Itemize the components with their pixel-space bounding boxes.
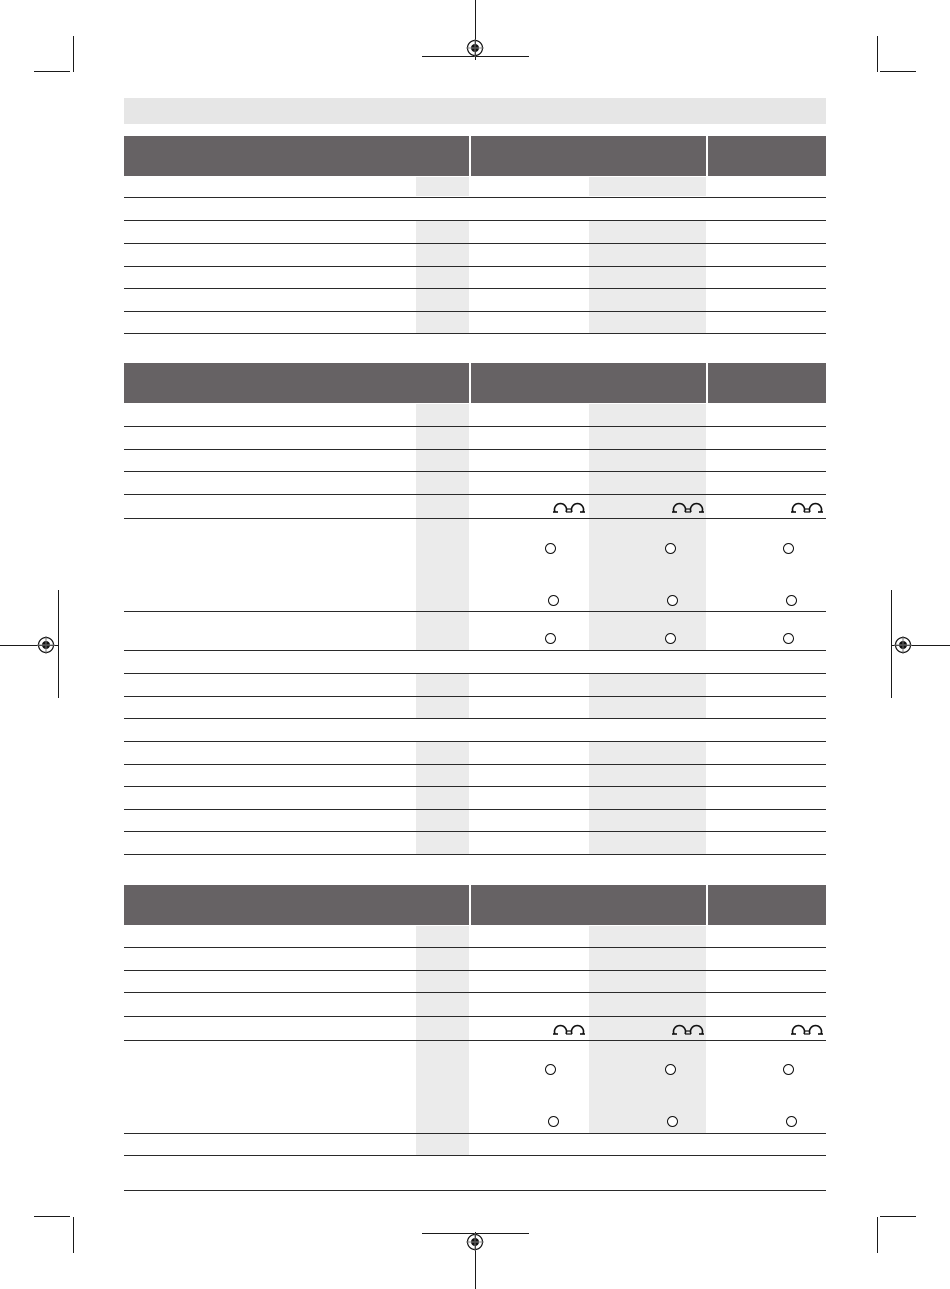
empty-circle-icon <box>667 1116 678 1127</box>
table-row <box>124 947 826 948</box>
table-row <box>124 1155 826 1156</box>
table-header-cell <box>708 363 826 403</box>
rotation-direction-icon <box>552 500 586 514</box>
table-row <box>124 494 826 495</box>
table-row <box>124 197 826 198</box>
rotation-direction-icon <box>671 1022 705 1036</box>
shaded-column <box>416 742 469 854</box>
table-row <box>124 970 826 971</box>
shaded-column <box>589 177 706 196</box>
empty-circle-icon <box>665 543 676 554</box>
empty-circle-icon <box>665 633 676 644</box>
table-header-cell <box>471 885 706 925</box>
rotation-direction-icon <box>790 500 824 514</box>
empty-circle-icon <box>786 1116 797 1127</box>
empty-circle-icon <box>545 543 556 554</box>
shaded-column <box>416 221 469 333</box>
empty-circle-icon <box>667 595 678 606</box>
table-row <box>124 650 826 651</box>
table-row <box>124 1040 826 1041</box>
table-row <box>124 786 826 787</box>
table-header-cell <box>124 885 469 925</box>
table-row <box>124 243 826 244</box>
table-row <box>124 831 826 832</box>
table-row <box>124 333 826 334</box>
rotation-direction-icon <box>790 1022 824 1036</box>
table-row <box>124 471 826 472</box>
empty-circle-icon <box>783 633 794 644</box>
shaded-column <box>416 404 469 650</box>
table-row <box>124 673 826 674</box>
table-row <box>124 764 826 765</box>
empty-circle-icon <box>545 1064 556 1075</box>
table-row <box>124 311 826 312</box>
table-row <box>124 426 826 427</box>
table-row <box>124 266 826 267</box>
shaded-column <box>589 404 706 650</box>
table-row <box>124 288 826 289</box>
table-row <box>124 449 826 450</box>
table-row <box>124 1016 826 1017</box>
shaded-column <box>589 742 706 854</box>
empty-circle-icon <box>786 595 797 606</box>
registration-mark-icon <box>37 636 55 654</box>
empty-circle-icon <box>783 543 794 554</box>
table-row <box>124 220 826 221</box>
table-row <box>124 611 826 612</box>
rotation-direction-icon <box>552 1022 586 1036</box>
empty-circle-icon <box>665 1064 676 1075</box>
table-header-cell <box>471 363 706 403</box>
table-header-cell <box>708 136 826 176</box>
page-header-bar <box>124 98 826 124</box>
table-row <box>124 992 826 993</box>
table-header-cell <box>708 885 826 925</box>
empty-circle-icon <box>548 1116 559 1127</box>
empty-circle-icon <box>548 595 559 606</box>
shaded-column <box>416 177 469 196</box>
table-row <box>124 854 826 855</box>
table-row <box>124 1133 826 1134</box>
rotation-direction-icon <box>671 500 705 514</box>
table-row <box>124 718 826 719</box>
table-row <box>124 741 826 742</box>
table-header-cell <box>124 363 469 403</box>
table-header-cell <box>124 136 469 176</box>
empty-circle-icon <box>545 633 556 644</box>
registration-mark-icon <box>894 636 912 654</box>
table-row <box>124 696 826 697</box>
table-row <box>124 1190 826 1191</box>
table-header-cell <box>471 136 706 176</box>
table-row <box>124 518 826 519</box>
table-row <box>124 809 826 810</box>
registration-mark-icon <box>466 1233 484 1251</box>
registration-mark-icon <box>466 39 484 57</box>
shaded-column <box>589 221 706 333</box>
empty-circle-icon <box>783 1064 794 1075</box>
